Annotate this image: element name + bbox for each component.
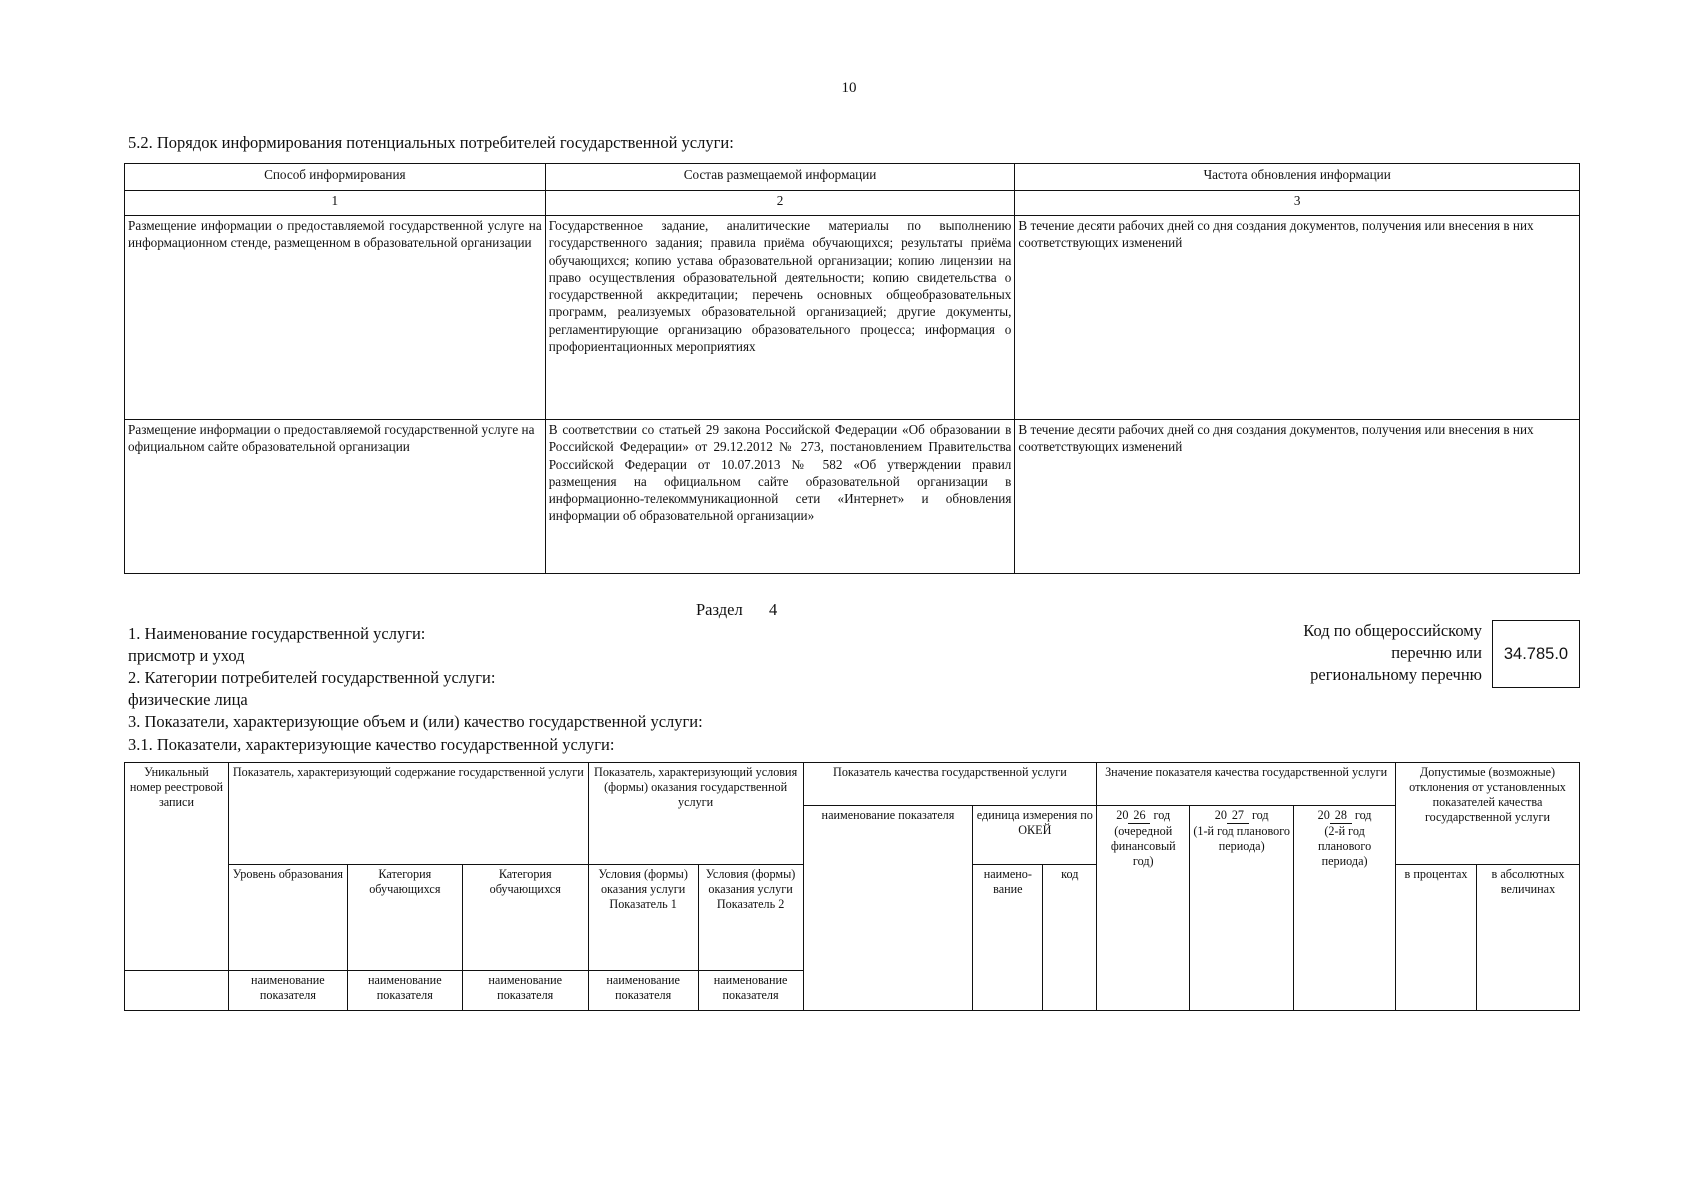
content-cell: Государственное задание, аналитические материалы по выполнению государственного задания; правила приёма обучающихся; результаты приёма обучающихся; копию устава образовательной организации; копию лицензии на право осуществления образовательной деятельности; копию свидетельства о государственной аккредитации; перечень основных общеобразовательных программ, реализуемых образовательной организацией; другие документы, регламентирующие организацию образовательного процесса; информация о профориентационных мероприятиях [545, 216, 1015, 420]
column-number: 1 [125, 191, 546, 216]
content-cell: В соответствии со статьей 29 закона Российской Федерации «Об образовании в Российской Федерации» от 29.12.2012 № 273, постановлением Правительства Российской Федерации от 10.07.2013 № 582 «Об утверждении правил размещения на официальном сайте образовательной организации в информационно-телекоммуникационной сети «Интернет» и обновления информации об образовательной организации» [545, 420, 1015, 574]
sub-column-header: Условия (формы) оказания услуги Показатель 1 [588, 865, 698, 971]
indicator-name-cell: наименование показателя [462, 971, 588, 1011]
year-1-value: 26 [1128, 808, 1150, 824]
indicator-name-cell: наименование показателя [588, 971, 698, 1011]
section-heading [696, 600, 777, 620]
method-cell: Размещение информации о предоставляемой государственной услуге на информационном стенде, размещенном в образовательной организации [125, 216, 546, 420]
indicators-label: 3. Показатели, характеризующие объем и (или) качество государственной услуги: [128, 712, 703, 731]
indicator-name-header: наименование показателя [803, 806, 973, 1011]
service-name: присмотр и уход [128, 646, 245, 665]
quality-label: 3.1. Показатели, характеризующие качество государственной услуги: [128, 735, 615, 754]
header-frequency: Частота обновления информации [1015, 164, 1580, 191]
percent-header: в процентах [1396, 865, 1477, 1011]
unit-okei-header: единица измерения по ОКЕЙ [973, 806, 1097, 865]
year-3-note: (2-й год планового периода) [1317, 824, 1372, 868]
page-number: 10 [841, 80, 857, 96]
unit-code-header: код [1043, 865, 1097, 1011]
sub-column-header: Уровень образования [228, 865, 347, 971]
sub-column-header: Категория обучающихся [462, 865, 588, 971]
consumers: физические лица [128, 690, 248, 709]
informing-table [124, 163, 1580, 574]
code-label-line: Код по общероссийскому [1303, 621, 1482, 640]
service-name-label: 1. Наименование государственной услуги: [128, 624, 426, 643]
indicator-name-cell: наименование показателя [347, 971, 462, 1011]
unit-name-header: наимено-вание [973, 865, 1043, 1011]
consumers-label: 2. Категории потребителей государственной услуги: [128, 668, 496, 687]
informing-table-header [125, 164, 1580, 191]
content-indicator-header: Показатель, характеризующий содержание государственной услуги [228, 763, 588, 865]
unique-number-cell [125, 971, 229, 1011]
table-row [125, 420, 1580, 574]
indicator-name-cell: наименование показателя [228, 971, 347, 1011]
code-label [1303, 620, 1482, 686]
unique-number-header: Уникальный номер реестровой записи [125, 763, 229, 971]
code-label-line: региональному перечню [1310, 665, 1482, 684]
year-1-note: (очередной финансовый год) [1110, 824, 1176, 868]
year-2-value: 27 [1227, 808, 1249, 824]
indicator-name-cell: наименование показателя [698, 971, 803, 1011]
absolute-header: в абсолютных величинах [1476, 865, 1579, 1011]
year-2-header: 20 27 год (1-й год планового периода) [1190, 806, 1294, 1011]
year-2-note: (1-й год планового периода) [1193, 824, 1290, 853]
frequency-cell: В течение десяти рабочих дней со дня создания документов, получения или внесения в них соответствующих изменений [1015, 216, 1580, 420]
code-value: 34.785.0 [1492, 620, 1580, 688]
year-3-header: 20 28 год (2-й год планового периода) [1294, 806, 1396, 1011]
sub-column-header: Условия (формы) оказания услуги Показатель 2 [698, 865, 803, 971]
value-header: Значение показателя качества государственной услуги [1097, 763, 1396, 806]
conditions-indicator-header: Показатель, характеризующий условия (формы) оказания государственной услуги [588, 763, 803, 865]
method-cell: Размещение информации о предоставляемой государственной услуге на официальном сайте образовательной организации [125, 420, 546, 574]
year-3-value: 28 [1330, 808, 1352, 824]
header-content: Состав размещаемой информации [545, 164, 1015, 191]
header-method: Способ информирования [125, 164, 546, 191]
code-label-line: перечню или [1391, 643, 1482, 662]
quality-table [124, 762, 1580, 1011]
frequency-cell: В течение десяти рабочих дней со дня создания документов, получения или внесения в них соответствующих изменений [1015, 420, 1580, 574]
section-heading-word: Раздел [696, 600, 743, 619]
table-row [125, 216, 1580, 420]
sub-column-header: Категория обучающихся [347, 865, 462, 971]
year-1-header: 20 26 год (очередной финансовый год) [1097, 806, 1190, 1011]
quality-indicator-header: Показатель качества государственной услуги [803, 763, 1097, 806]
deviation-header: Допустимые (возможные) отклонения от установленных показателей качества государственной услуги [1396, 763, 1580, 865]
column-number: 3 [1015, 191, 1580, 216]
column-number: 2 [545, 191, 1015, 216]
section-5-2-title: 5.2. Порядок информирования потенциальных потребителей государственной услуги: [128, 133, 734, 152]
informing-table-numbers [125, 191, 1580, 216]
section-heading-number: 4 [768, 600, 778, 619]
